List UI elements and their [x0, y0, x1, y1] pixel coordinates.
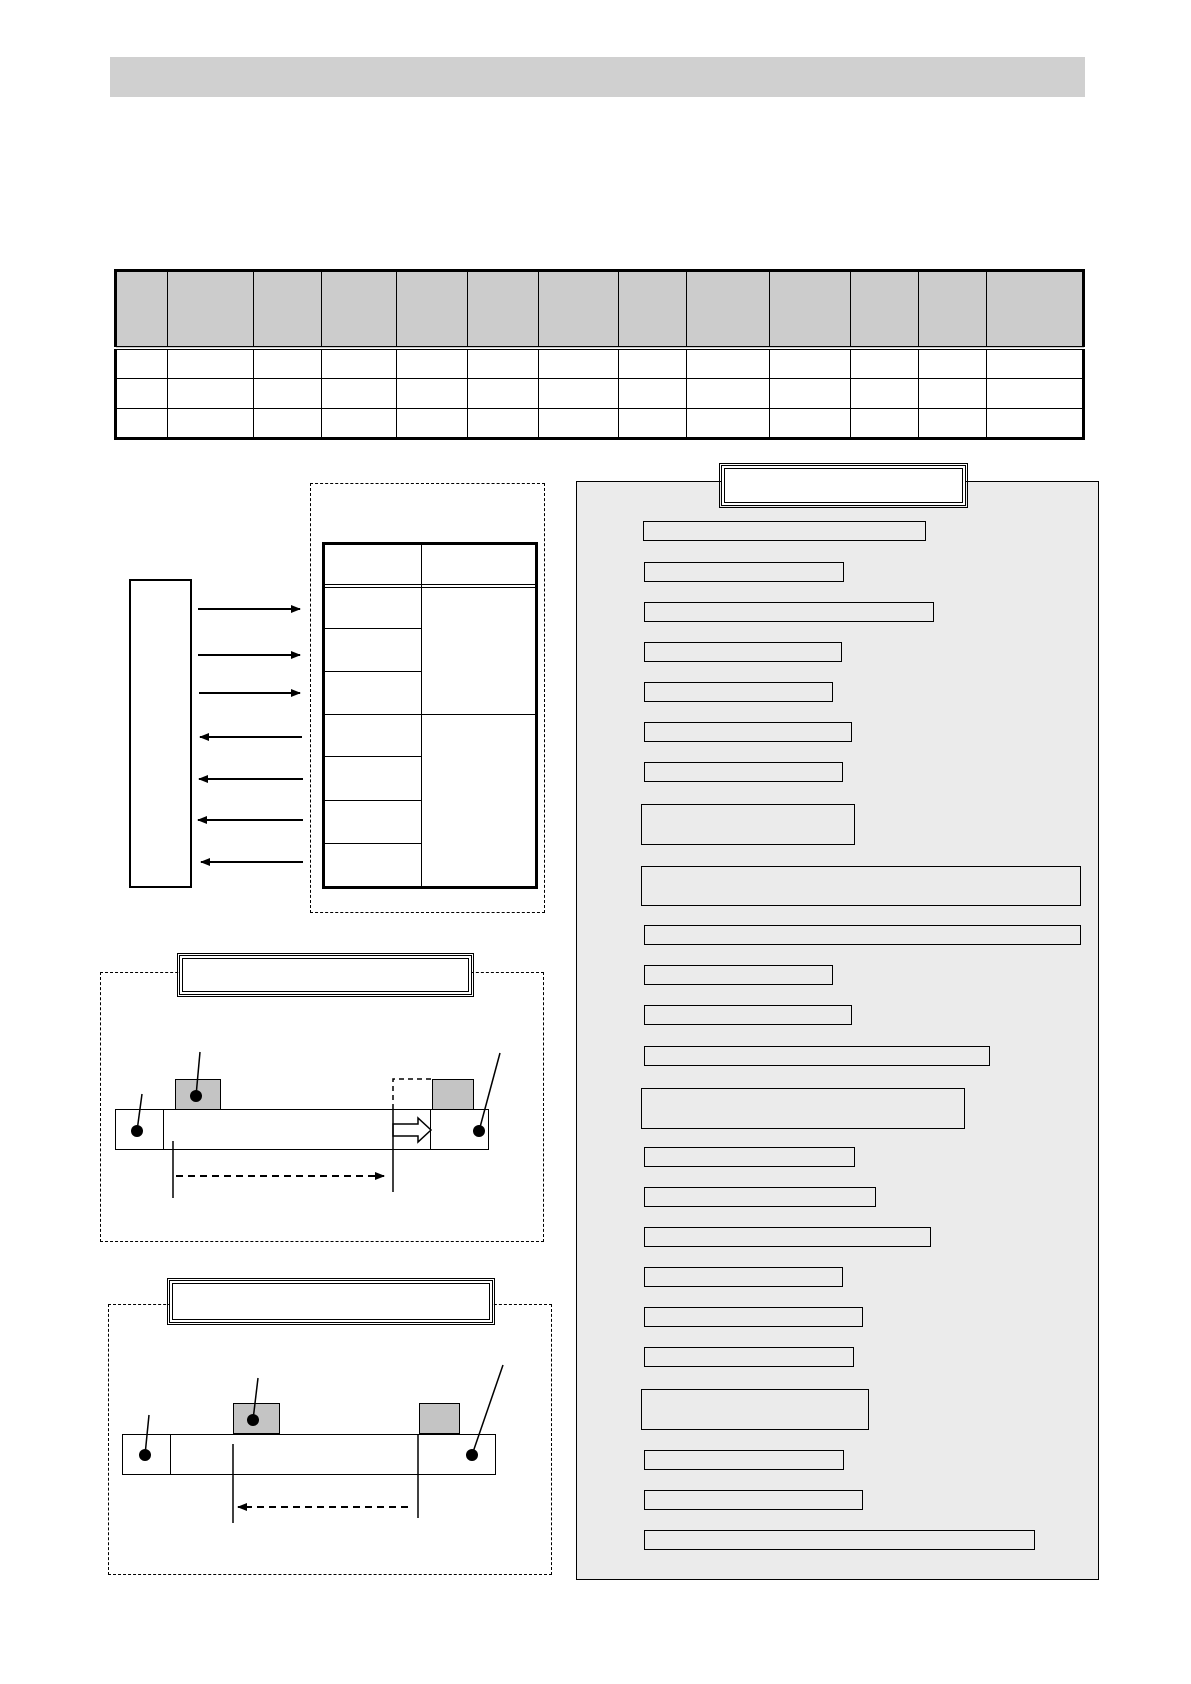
legend-title-box [721, 465, 966, 506]
legend-item [644, 1490, 863, 1510]
legend-item [641, 1088, 965, 1129]
reverse-carriage-dot [247, 1414, 259, 1426]
legend-item [644, 1187, 876, 1207]
legend-item [644, 762, 843, 782]
legend-item [641, 866, 1081, 906]
reverse-right-dot [466, 1449, 478, 1461]
legend-item [644, 1227, 931, 1247]
legend-item [644, 642, 842, 662]
legend-item [644, 722, 852, 742]
reverse-leader-line [145, 1415, 149, 1455]
legend-item [641, 1389, 869, 1430]
legend-item [644, 1267, 843, 1287]
legend-item [644, 682, 833, 702]
legend-item [644, 1530, 1035, 1550]
legend-item [644, 1450, 844, 1470]
legend-item [643, 521, 926, 541]
legend-item [644, 965, 833, 985]
legend-item [644, 1046, 990, 1066]
legend-item [641, 804, 855, 845]
legend-item [644, 1005, 852, 1025]
reverse-leader-line [472, 1365, 503, 1455]
legend-item [644, 562, 844, 582]
legend-item [644, 1147, 855, 1167]
reverse-left-dot [139, 1449, 151, 1461]
legend-item [644, 1347, 854, 1367]
legend-item [644, 925, 1081, 945]
reverse-leader-line [253, 1378, 258, 1420]
legend-item [644, 1307, 863, 1327]
legend-item [644, 602, 934, 622]
